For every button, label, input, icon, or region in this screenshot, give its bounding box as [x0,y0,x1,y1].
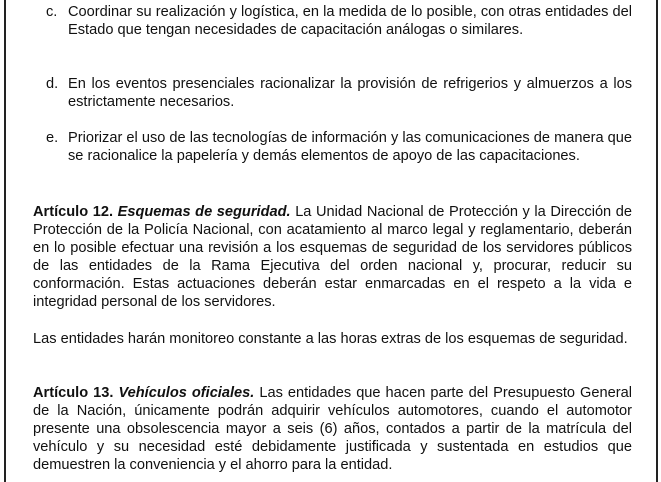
list-item-d [46,75,632,111]
extra-paragraph-text: Las entidades harán monitoreo constante a las horas extras de los esquemas de seguridad. [33,331,628,347]
article-12-paragraph [33,203,632,311]
page-border-right [656,0,658,482]
list-letter: e. [46,130,59,146]
list-text: Priorizar el uso de las tecnologías de información y las comunicaciones de manera que se racionalice la papelería y demás elementos de apoyo de las capacitaciones. [68,130,632,164]
article-13-paragraph [33,384,632,474]
extra-paragraph [33,330,632,348]
list-letter: d. [46,76,59,92]
article-13-title: Vehículos oficiales. [118,385,255,401]
article-13-body: Las entidades que hacen parte del Presupuesto General de la Nación, únicamente podrán adquirir vehículos automotores, cuando el automotor presente una obsolescencia mayor a seis (6) años, contados a partir de la matrícula del vehículo y su necesidad esté debidamente justificada y sustentada en estudios que demuestren la conveniencia y el ahorro para la entidad. [33,385,632,473]
list-letter: c. [46,4,58,20]
list-item-e [46,129,632,165]
article-13-label: Artículo 13. [33,385,114,401]
article-12-body: La Unidad Nacional de Protección y la Dirección de Protección de la Policía Nacional, con acatamiento al marco legal y reglamentario, deberán en lo posible efectuar una revisión a los esquemas de seguridad de los servidores públicos de las entidades de la Rama Ejecutiva del orden nacional y, procurar, reducir su conformación. Estas actuaciones deberán estar enmarcadas en el respeto a la vida e integridad personal de los servidores. [33,204,632,310]
list-item-c [46,3,632,39]
article-12-label: Artículo 12. [33,204,113,220]
list-text: Coordinar su realización y logística, en la medida de lo posible, con otras entidades del Estado que tengan necesidades de capacitación análogas o similares. [68,4,632,38]
page-border-left [4,0,6,482]
article-12-title: Esquemas de seguridad. [117,204,291,220]
list-text: En los eventos presenciales racionalizar la provisión de refrigerios y almuerzos a los estrictamente necesarios. [68,76,632,110]
